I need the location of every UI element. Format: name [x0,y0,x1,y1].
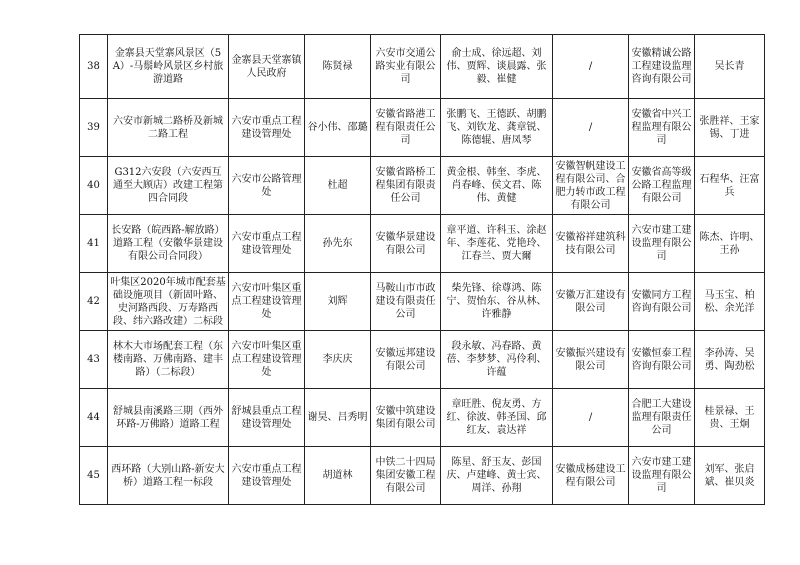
owner-unit: 六安市叶集区重点工程建设管理处 [229,273,305,331]
owner-unit: 六安市重点工程建设管理处 [229,99,305,157]
supervision-unit: 安徽精诚公路工程建设监理咨询有限公司 [629,35,695,99]
project-table [79,34,765,505]
subcontractor-unit: / [553,389,629,447]
construction-unit: 安徽省路桥工程集团有限责任公司 [371,157,441,215]
owner-representative: 胡道林 [305,447,371,505]
construction-staff: 俞士成、徐远超、刘伟、贾辉、谈晨露、张毅、崔健 [441,35,553,99]
table-row [80,273,765,331]
supervision-unit: 合肥工大建设监理有限责任公司 [629,389,695,447]
construction-unit: 安徽中筑建设集团有限公司 [371,389,441,447]
project-name: 长安路（皖西路-解放路）道路工程（安徽华景建设有限公司合同段） [108,215,229,273]
project-name: 六安市新城二路桥及新城二路工程 [108,99,229,157]
supervision-unit: 六安市建工建设监理有限公司 [629,215,695,273]
construction-unit: 安徽省路港工程有限责任公司 [371,99,441,157]
project-name: 叶集区2020年城市配套基础设施项目（新固叶路、史河路西段、万寿路西段、纬六路改建）二标段 [108,273,229,331]
subcontractor-unit: / [553,99,629,157]
owner-unit: 六安市公路管理处 [229,157,305,215]
row-number: 43 [80,331,108,389]
supervision-staff: 李孙涛、吴勇、陶劲松 [695,331,765,389]
table-row [80,215,765,273]
subcontractor-unit: 安徽振兴建设有限公司 [553,331,629,389]
owner-representative: 孙先东 [305,215,371,273]
subcontractor-unit: 安徽成杨建设工程有限公司 [553,447,629,505]
construction-unit: 安徽远邦建设有限公司 [371,331,441,389]
row-number: 40 [80,157,108,215]
supervision-staff: 马玉宝、柏松、余光洋 [695,273,765,331]
row-number: 45 [80,447,108,505]
owner-unit: 六安市重点工程建设管理处 [229,215,305,273]
supervision-staff: 石程华、汪富兵 [695,157,765,215]
supervision-unit: 安徽恒泰工程咨询有限公司 [629,331,695,389]
construction-unit: 安徽华景建设有限公司 [371,215,441,273]
construction-staff: 黄金根、韩奎、李虎、肖春峰、侯文君、陈伟、黄健 [441,157,553,215]
supervision-staff: 桂景禄、王贵、王炯 [695,389,765,447]
supervision-staff: 陈杰、许明、王孙 [695,215,765,273]
subcontractor-unit: / [553,35,629,99]
supervision-unit: 安徽省高等级公路工程监理有限公司 [629,157,695,215]
supervision-unit: 六安市建工建设监理有限公司 [629,447,695,505]
supervision-unit: 安徽省中兴工程监理有限公司 [629,99,695,157]
owner-representative: 谢昊、吕秀明 [305,389,371,447]
row-number: 44 [80,389,108,447]
construction-staff: 段永敏、冯春路、黄蓓、李梦梦、冯伶利、许蕴 [441,331,553,389]
project-name: G312六安段（六安西互通至大顾店）改建工程第四合同段 [108,157,229,215]
owner-unit: 金寨县天堂寨镇人民政府 [229,35,305,99]
table-row [80,35,765,99]
construction-unit: 中铁二十四局集团安徽工程有限公司 [371,447,441,505]
subcontractor-unit: 安徽万汇建设有限公司 [553,273,629,331]
project-name: 金寨县天堂寨风景区（5A）-马鬃岭风景区乡村旅游道路 [108,35,229,99]
construction-staff: 张鹏飞、王德跃、胡鹏飞、刘钦龙、龚章锐、陈德辊、唐凤琴 [441,99,553,157]
table-row [80,447,765,505]
project-name: 林木大市场配套工程（东楼南路、万佛南路、建丰路）（二标段） [108,331,229,389]
supervision-staff: 吴长青 [695,35,765,99]
row-number: 42 [80,273,108,331]
owner-representative: 谷小伟、邵璐 [305,99,371,157]
table-row [80,157,765,215]
construction-staff: 章旺胜、倪友勇、方红、徐波、韩圣国、邱红友、袁达祥 [441,389,553,447]
owner-representative: 陈贤禄 [305,35,371,99]
construction-staff: 柴先锋、徐尊鸿、陈宁、贺怡东、谷从林、许雅静 [441,273,553,331]
owner-representative: 李庆庆 [305,331,371,389]
table-row [80,99,765,157]
project-name: 西环路（大别山路-新安大桥）道路工程一标段 [108,447,229,505]
construction-staff: 章平道、许科玉、涂赵年、李莲花、党艳玲、江春兰、贾大爾 [441,215,553,273]
supervision-staff: 刘军、张启斌、崔贝炎 [695,447,765,505]
row-number: 38 [80,35,108,99]
row-number: 41 [80,215,108,273]
project-name: 舒城县南溪路三期（西外环路-万佛路）道路工程 [108,389,229,447]
table-row [80,331,765,389]
table-row [80,389,765,447]
subcontractor-unit: 安徽智帆建设工程有限公司、合肥力转市政工程有限公司 [553,157,629,215]
construction-staff: 陈星、舒玉友、彭国庆、卢建峰、黄士宾、周洋、孙翔 [441,447,553,505]
owner-unit: 舒城县重点工程建设管理处 [229,389,305,447]
subcontractor-unit: 安徽裕祥建筑科技有限公司 [553,215,629,273]
owner-unit: 六安市叶集区重点工程建设管理处 [229,331,305,389]
owner-unit: 六安市重点工程建设管理处 [229,447,305,505]
supervision-unit: 安徽同方工程咨询有限公司 [629,273,695,331]
construction-unit: 马鞍山市市政建设有限责任公司 [371,273,441,331]
row-number: 39 [80,99,108,157]
owner-representative: 杜超 [305,157,371,215]
supervision-staff: 张胜祥、王家锡、丁进 [695,99,765,157]
construction-unit: 六安市交通公路实业有限公司 [371,35,441,99]
owner-representative: 刘辉 [305,273,371,331]
